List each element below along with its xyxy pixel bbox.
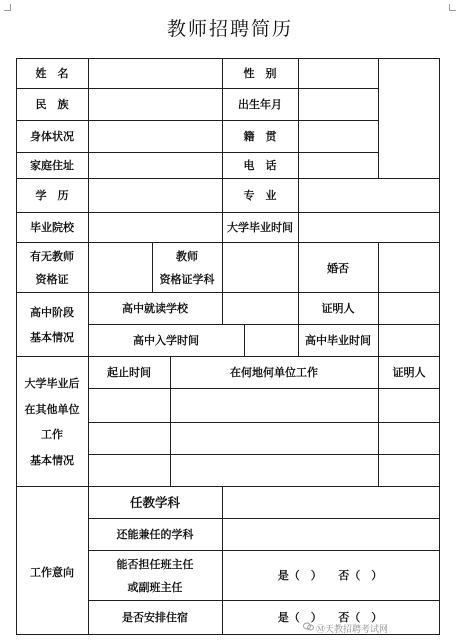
label-work-history: 工作	[41, 428, 63, 441]
table-rule	[88, 454, 440, 455]
label-dorm: 是否安排住宿	[122, 611, 188, 624]
label-work-history: 大学毕业后	[24, 377, 80, 390]
label-cert-question: 有无教师	[30, 250, 74, 263]
table-rule	[88, 550, 440, 551]
label-marriage: 婚否	[327, 262, 349, 275]
table-rule	[222, 58, 223, 178]
table-rule	[298, 324, 299, 356]
label-major: 专 业	[243, 189, 277, 202]
label-subject: 任教学科	[129, 495, 181, 510]
table-rule	[298, 178, 299, 212]
label-hs-enter: 高中入学时间	[133, 334, 199, 347]
table-rule	[16, 212, 440, 213]
table-rule	[298, 58, 299, 178]
table-rule	[222, 292, 223, 324]
table-rule	[88, 388, 440, 389]
label-intent: 工作意向	[30, 566, 74, 579]
table-rule	[16, 292, 440, 293]
table-rule	[16, 242, 440, 243]
page-title: 教师招聘简历	[166, 18, 293, 40]
table-rule	[88, 422, 440, 423]
label-referee2: 证明人	[392, 366, 426, 379]
table-rule	[222, 178, 223, 212]
table-rule	[16, 152, 378, 153]
table-rule	[244, 324, 245, 356]
table-rule	[16, 486, 440, 487]
table-rule	[152, 242, 153, 292]
table-rule	[222, 212, 223, 242]
table-rule	[439, 58, 440, 634]
label-where: 在何地何单位工作	[230, 366, 318, 379]
table-rule	[378, 242, 379, 292]
table-rule	[88, 518, 440, 519]
watermark: Ⓜ天教招聘考试网	[316, 625, 389, 635]
label-birth: 出生年月	[238, 98, 282, 111]
table-rule	[378, 356, 379, 486]
label-period: 起止时间	[107, 366, 151, 379]
table-rule	[298, 292, 299, 324]
label-phone: 电 话	[243, 159, 277, 172]
table-rule	[222, 486, 223, 634]
label-gender: 性 别	[243, 67, 277, 80]
table-rule	[170, 356, 171, 486]
table-rule	[298, 212, 299, 242]
label-hs-grad: 高中毕业时间	[305, 334, 371, 347]
label-cert-subject: 资格证学科	[159, 273, 215, 286]
label-referee: 证明人	[321, 302, 355, 315]
label-head-teacher: 能否担任班主任	[116, 558, 194, 571]
table-rule	[16, 356, 440, 357]
table-rule	[16, 120, 378, 121]
label-work-history: 基本情况	[30, 454, 74, 467]
label-highschool: 基本情况	[30, 331, 74, 344]
label-work-history: 在其他单位	[24, 403, 80, 416]
table-rule	[378, 58, 379, 178]
table-rule	[16, 58, 440, 59]
dorm-options: 是（ ） 否（ ）	[277, 611, 383, 624]
table-rule	[222, 242, 223, 292]
head-teacher-options: 是（ ） 否（ ）	[277, 569, 383, 582]
chat-bubble-icon	[303, 622, 314, 631]
label-hs-school: 高中就读学校	[122, 302, 188, 315]
table-rule	[16, 88, 378, 89]
label-cert-subject: 教师	[176, 250, 198, 263]
label-grad-time: 大学毕业时间	[227, 221, 293, 234]
label-other-subject: 还能兼任的学科	[116, 528, 194, 541]
table-rule	[378, 292, 379, 356]
table-rule	[16, 58, 17, 634]
label-highschool: 高中阶段	[30, 306, 74, 319]
table-rule	[88, 58, 89, 634]
label-head-teacher: 或副班主任	[127, 581, 183, 594]
label-address: 家庭住址	[30, 159, 74, 172]
label-ethnicity: 民 族	[35, 98, 69, 111]
table-rule	[298, 242, 299, 292]
label-health: 身体状况	[30, 130, 74, 143]
table-rule	[16, 178, 440, 179]
label-name: 姓 名	[35, 67, 69, 80]
label-cert-question: 资格证	[35, 273, 69, 286]
label-education: 学 历	[35, 189, 69, 202]
label-school: 毕业院校	[30, 221, 74, 234]
label-native: 籍 贯	[243, 130, 277, 143]
table-rule	[88, 600, 440, 601]
table-rule	[88, 324, 440, 325]
